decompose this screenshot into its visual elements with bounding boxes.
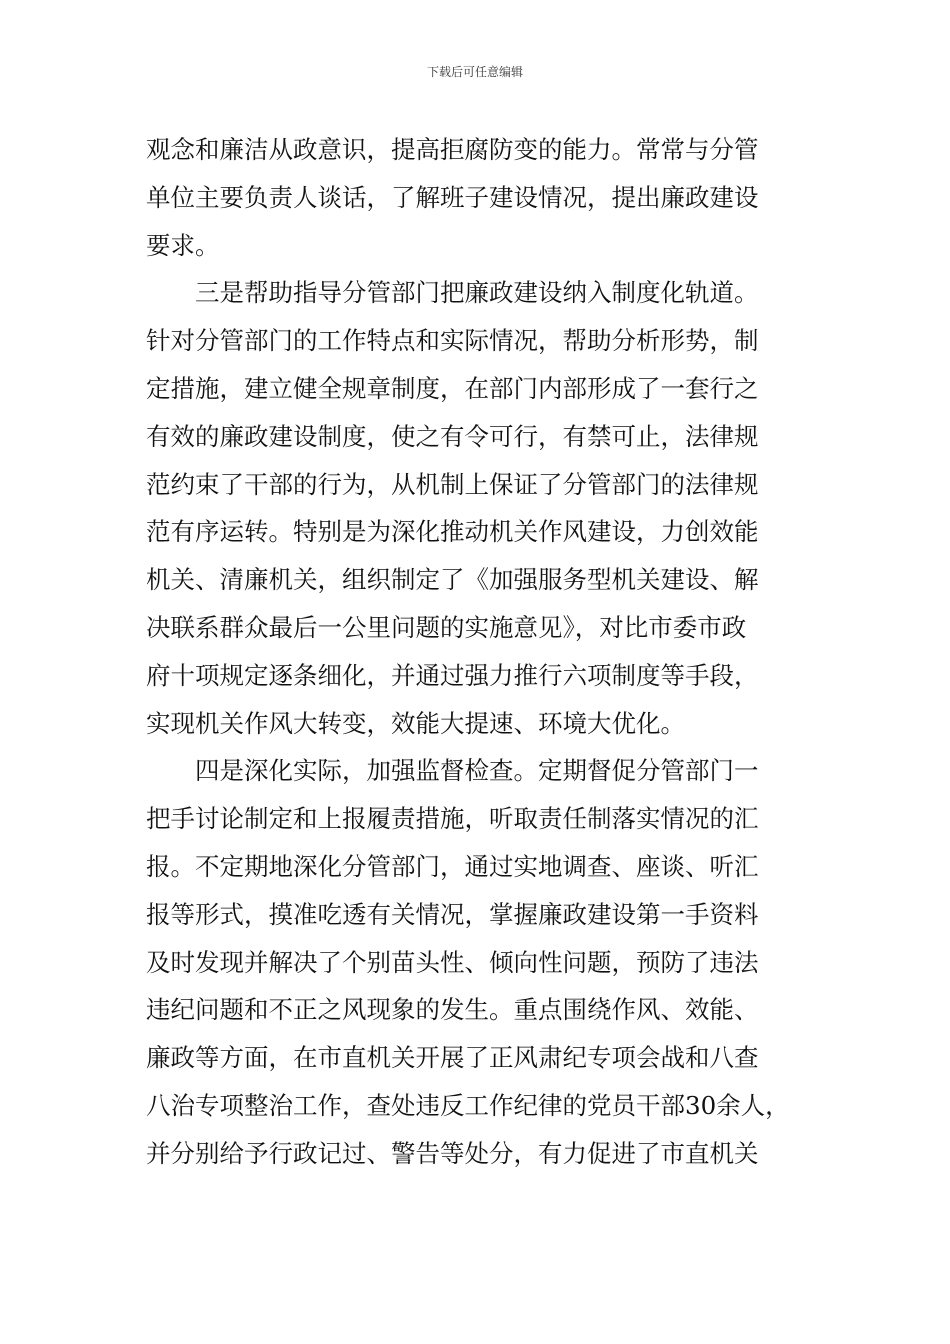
text-line: 单位主要负责人谈话，了解班子建设情况，提出廉政建设 <box>146 182 759 212</box>
text-line: 实现机关作风大转变，效能大提速、环境大优化。 <box>146 708 685 738</box>
text-line: 要求。 <box>146 230 220 260</box>
text-line: 违纪问题和不正之风现象的发生。重点围绕作风、效能、 <box>146 995 759 1025</box>
text-line: 机关、清廉机关，组织制定了《加强服务型机关建设、解 <box>146 565 759 595</box>
text-line: 针对分管部门的工作特点和实际情况，帮助分析形势，制 <box>146 326 759 356</box>
text-line: 报。不定期地深化分管部门，通过实地调查、座谈、听汇 <box>146 851 759 881</box>
text-line: 定措施，建立健全规章制度，在部门内部形成了一套行之 <box>146 373 759 403</box>
text-line: 报等形式，摸准吃透有关情况，掌握廉政建设第一手资料 <box>146 899 759 929</box>
paragraph-start-line: 三是帮助指导分管部门把廉政建设纳入制度化轨道。 <box>195 278 759 308</box>
page-header: 下载后可任意编辑 <box>426 65 523 79</box>
text-line: 八治专项整治工作，查处违反工作纪律的党员干部30余人， <box>146 1090 790 1120</box>
text-line: 观念和廉洁从政意识，提高拒腐防变的能力。常常与分管 <box>146 135 759 164</box>
text-line: 有效的廉政建设制度，使之有令可行，有禁可止，法律规 <box>146 421 759 451</box>
body-text <box>146 126 816 1178</box>
text-line: 范有序运转。特别是为深化推动机关作风建设，力创效能 <box>146 517 759 547</box>
text-line: 决联系群众最后一公里问题的实施意见》，对比市委市政 <box>146 612 747 642</box>
text-line: 范约束了干部的行为，从机制上保证了分管部门的法律规 <box>146 469 759 499</box>
text-line: 把手讨论制定和上报履责措施，听取责任制落实情况的汇 <box>146 804 759 834</box>
text-line: 府十项规定逐条细化，并通过强力推行六项制度等手段， <box>146 660 759 690</box>
paragraph-start-line: 四是深化实际，加强监督检查。定期督促分管部门一 <box>195 756 759 786</box>
text-line: 及时发现并解决了个别苗头性、倾向性问题，预防了违法 <box>146 947 759 977</box>
text-line: 并分别给予行政记过、警告等处分，有力促进了市直机关 <box>146 1138 759 1168</box>
text-line: 廉政等方面，在市直机关开展了正风肃纪专项会战和八查 <box>146 1043 759 1073</box>
